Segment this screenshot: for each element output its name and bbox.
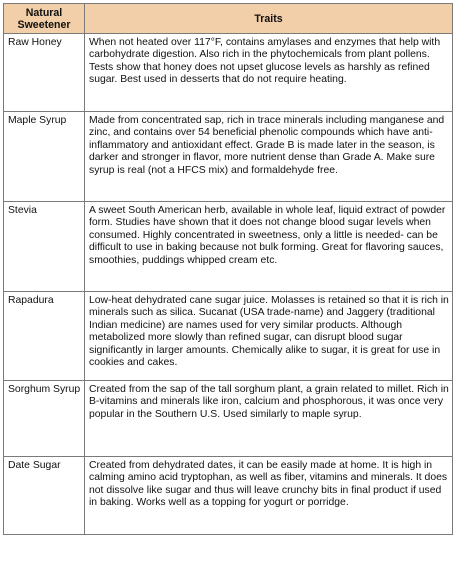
- header-traits: Traits: [85, 4, 453, 34]
- sweetener-name: Stevia: [4, 202, 85, 292]
- sweetener-traits: When not heated over 117°F, contains amylases and enzymes that help with carbohydrate digestion. Also rich in the phytochemicals from plant pollens. Tests show that honey does not upset glucose levels as harshly as refined sugar. Best used in desserts that do not require heating.: [85, 34, 453, 112]
- sweetener-traits: A sweet South American herb, available in whole leaf, liquid extract of powder form. Studies have shown that it does not change blood sugar levels when consumed. Highly concentrated in sweetness, only a little is needed- can be difficult to use in baking because not bulk forming. Great for flavoring sauces, smoothies, puddings whipped cream etc.: [85, 202, 453, 292]
- table-row: [4, 457, 453, 535]
- table-row: [4, 202, 453, 292]
- sweetener-name: Sorghum Syrup: [4, 381, 85, 457]
- sweetener-name: Rapadura: [4, 292, 85, 381]
- sweetener-traits: Made from concentrated sap, rich in trace minerals including manganese and zinc, and contains over 54 beneficial phenolic compounds which have anti-inflammatory and antioxidant effect. Grade B is made later in the season, is darker and stronger in flavor, more nutrient dense than Grade A. Make sure syrup is real (not a HFCS mix) and formaldehyde free.: [85, 112, 453, 202]
- table-row: [4, 292, 453, 381]
- table-row: [4, 34, 453, 112]
- sweetener-traits-table: [3, 3, 453, 535]
- sweetener-traits: Low-heat dehydrated cane sugar juice. Molasses is retained so that it is rich in minerals such as silica. Sucanat (USA trade-name) and Jaggery (traditional Indian medicine) are names used for very similar products. Although metabolized more slowly than refined sugar, can disrupt blood sugar significantly in larger amounts. Chemically alike to sugar, it is great for use in cookies and cakes.: [85, 292, 453, 381]
- sweetener-name: Date Sugar: [4, 457, 85, 535]
- table-row: [4, 112, 453, 202]
- sweetener-name: Maple Syrup: [4, 112, 85, 202]
- header-natural-sweetener: Natural Sweetener: [4, 4, 85, 34]
- table-header-row: [4, 4, 453, 34]
- table-row: [4, 381, 453, 457]
- sweetener-table-container: [3, 3, 452, 535]
- sweetener-traits: Created from the sap of the tall sorghum plant, a grain related to millet. Rich in B-vitamins and minerals like iron, calcium and phosphorous, it was once very popular in the Southern U.S. Used similarly to maple syrup.: [85, 381, 453, 457]
- sweetener-name: Raw Honey: [4, 34, 85, 112]
- sweetener-traits: Created from dehydrated dates, it can be easily made at home. It is high in calming amino acid tryptophan, as well as fiber, vitamins and minerals. It does not dissolve like sugar and thus will leave crunchy bits in final product if used in baking. Works well as a topping for yogurt or porridge.: [85, 457, 453, 535]
